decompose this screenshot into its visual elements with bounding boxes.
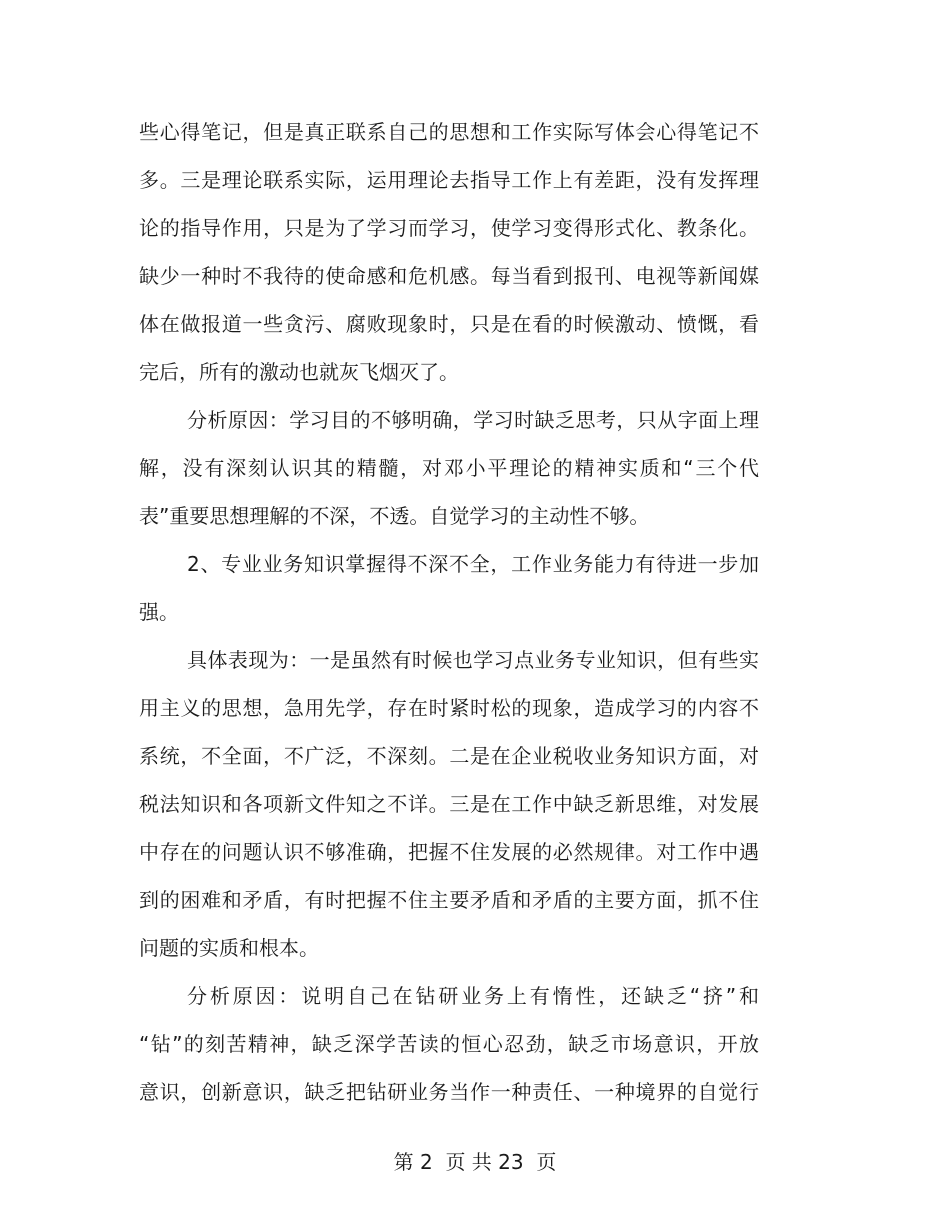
document-body (139, 108, 759, 1116)
text-line: 缺少一种时不我待的使命感和危机感。每当看到报刊、电视等新闻媒 (139, 264, 759, 288)
text-line: 些心得笔记，但是真正联系自己的思想和工作实际写体会心得笔记不 (139, 120, 759, 144)
text-line: 体在做报道一些贪污、腐败现象时，只是在看的时候激动、愤慨，看 (139, 312, 759, 336)
text-line: 完后，所有的激动也就灰飞烟灭了。 (139, 360, 459, 384)
text-line: 税法知识和各项新文件知之不详。三是在工作中缺乏新思维，对发展 (139, 792, 759, 816)
text-line: “钻”的刻苦精神，缺乏深学苦读的恒心忍劲，缺乏市场意识，开放 (139, 1032, 759, 1056)
text-line: 具体表现为：一是虽然有时候也学习点业务专业知识，但有些实 (187, 648, 759, 672)
page-footer: 第 2 页 共 23 页 (393, 1150, 557, 1174)
text-line: 问题的实质和根本。 (139, 936, 319, 960)
text-line: 论的指导作用，只是为了学习而学习，使学习变得形式化、教条化。 (139, 216, 759, 240)
text-line: 2、专业业务知识掌握得不深不全，工作业务能力有待进一步加 (187, 552, 759, 576)
text-line: 中存在的问题认识不够准确，把握不住发展的必然规律。对工作中遇 (139, 840, 759, 864)
text-line: 解，没有深刻认识其的精髓，对邓小平理论的精神实质和“三个代 (139, 456, 759, 480)
text-line: 意识，创新意识，缺乏把钻研业务当作一种责任、一种境界的自觉行 (139, 1080, 759, 1104)
text-line: 用主义的思想，急用先学，存在时紧时松的现象，造成学习的内容不 (139, 696, 759, 720)
text-line: 到的困难和矛盾，有时把握不住主要矛盾和矛盾的主要方面，抓不住 (139, 888, 759, 912)
text-line: 系统，不全面，不广泛，不深刻。二是在企业税收业务知识方面，对 (139, 744, 759, 768)
text-line: 多。三是理论联系实际，运用理论去指导工作上有差距，没有发挥理 (139, 168, 759, 192)
text-line: 分析原因：说明自己在钻研业务上有惰性，还缺乏“挤”和 (187, 984, 759, 1008)
text-line: 强。 (139, 600, 179, 624)
text-line: 表”重要思想理解的不深，不透。自觉学习的主动性不够。 (139, 504, 650, 528)
text-line: 分析原因：学习目的不够明确，学习时缺乏思考，只从字面上理 (187, 408, 759, 432)
